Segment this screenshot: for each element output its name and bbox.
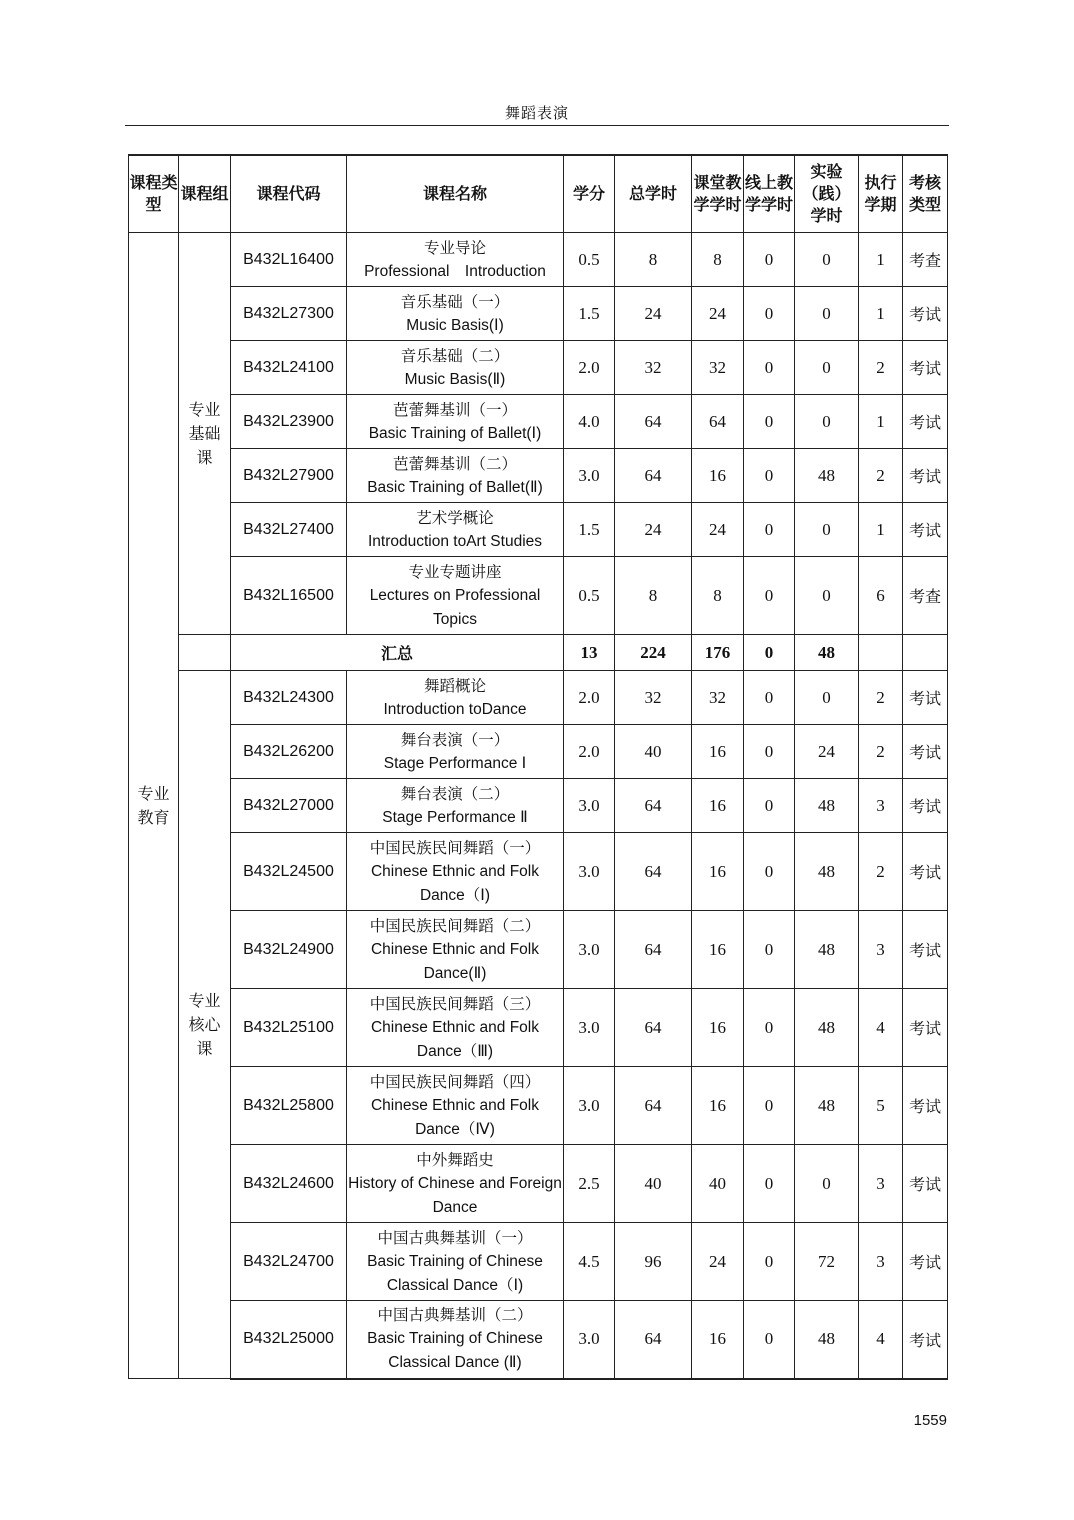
credit-cell: 3.0 (564, 833, 615, 911)
class-hours-cell: 16 (692, 911, 744, 989)
exam-type-cell: 考试 (903, 989, 948, 1067)
term-cell: 1 (859, 233, 903, 287)
course-name-cn: 中国民族民间舞蹈（三） (369, 994, 541, 1013)
course-name (347, 395, 564, 449)
term-cell: 2 (859, 833, 903, 911)
class-hours-cell: 16 (692, 1301, 744, 1379)
total-hours-cell: 64 (615, 989, 692, 1067)
course-name (347, 833, 564, 911)
practice-hours-cell: 0 (795, 233, 859, 287)
online-hours-cell: 0 (744, 233, 795, 287)
summary-label: 汇总 (231, 635, 564, 671)
total-hours-cell: 32 (615, 671, 692, 725)
total-hours-cell: 8 (615, 233, 692, 287)
total-hours-cell: 32 (615, 341, 692, 395)
online-hours-cell: 0 (744, 1223, 795, 1301)
col-header-term: 执行学期 (859, 155, 903, 233)
course-name-cn: 中国古典舞基训（二） (377, 1306, 533, 1325)
course-code: B432L16500 (231, 557, 347, 635)
class-hours-cell: 32 (692, 671, 744, 725)
table-row (129, 911, 948, 989)
term-cell: 4 (859, 989, 903, 1067)
credit-cell: 1.5 (564, 287, 615, 341)
term-cell: 4 (859, 1301, 903, 1379)
course-name-en: Stage Performance Ⅰ (383, 754, 527, 772)
course-name-cn: 音乐基础（一） (400, 292, 510, 311)
course-type-cell (129, 233, 179, 1379)
exam-type-cell: 考试 (903, 671, 948, 725)
course-name-en: Basic Training of Ballet(Ⅱ) (367, 478, 543, 496)
course-code: B432L23900 (231, 395, 347, 449)
class-hours-cell: 64 (692, 395, 744, 449)
class-hours-cell: 40 (692, 1145, 744, 1223)
course-code: B432L26200 (231, 725, 347, 779)
course-name (347, 1067, 564, 1145)
course-name-cn: 专业专题讲座 (408, 562, 502, 581)
table-row (129, 395, 948, 449)
practice-hours-cell: 48 (795, 833, 859, 911)
course-code: B432L16400 (231, 233, 347, 287)
exam-type-cell: 考试 (903, 449, 948, 503)
online-hours-cell: 0 (744, 671, 795, 725)
practice-hours-cell: 0 (795, 395, 859, 449)
class-hours-cell: 16 (692, 989, 744, 1067)
course-group-label: 专业核心课 (188, 990, 221, 1058)
table-row (129, 1145, 948, 1223)
practice-hours-cell: 0 (795, 341, 859, 395)
course-code: B432L24300 (231, 671, 347, 725)
course-code: B432L24100 (231, 341, 347, 395)
exam-type-cell: 考试 (903, 1301, 948, 1379)
class-hours-cell: 16 (692, 725, 744, 779)
course-code: B432L24600 (231, 1145, 347, 1223)
practice-hours-cell: 48 (795, 911, 859, 989)
course-name-en: Stage Performance Ⅱ (382, 808, 528, 826)
course-name (347, 449, 564, 503)
term-cell: 2 (859, 341, 903, 395)
course-name (347, 503, 564, 557)
class-hours-cell: 8 (692, 557, 744, 635)
course-name-en: Music Basis(Ⅱ) (404, 370, 506, 388)
col-header-course-type: 课程类型 (129, 155, 179, 233)
summary-practice-cell: 48 (795, 635, 859, 671)
course-name-cn: 中国民族民间舞蹈（二） (369, 916, 541, 935)
course-name-cn: 中国民族民间舞蹈（四） (369, 1072, 541, 1091)
exam-type-cell: 考查 (903, 557, 948, 635)
credit-cell: 4.0 (564, 395, 615, 449)
table-row (129, 989, 948, 1067)
course-name-en: Basic Training of Chinese Classical Dance（Ⅰ) (367, 1252, 543, 1294)
course-name (347, 1223, 564, 1301)
exam-type-cell: 考试 (903, 1223, 948, 1301)
table-row (129, 725, 948, 779)
course-name-cn: 中国古典舞基训（一） (377, 1228, 533, 1247)
credit-cell: 3.0 (564, 1067, 615, 1145)
total-hours-cell: 64 (615, 911, 692, 989)
credit-cell: 2.5 (564, 1145, 615, 1223)
col-header-class-hours: 课堂教学学时 (692, 155, 744, 233)
course-name (347, 779, 564, 833)
col-header-practice-hours: 实验（践）学时 (795, 155, 859, 233)
course-name (347, 671, 564, 725)
table-row (129, 503, 948, 557)
class-hours-cell: 16 (692, 833, 744, 911)
credit-cell: 3.0 (564, 989, 615, 1067)
col-header-course-name: 课程名称 (347, 155, 564, 233)
credit-cell: 0.5 (564, 233, 615, 287)
course-name-cn: 音乐基础（二） (400, 346, 510, 365)
term-cell: 1 (859, 287, 903, 341)
practice-hours-cell: 48 (795, 779, 859, 833)
summary-row (129, 635, 948, 671)
col-header-total-hours: 总学时 (615, 155, 692, 233)
total-hours-cell: 40 (615, 1145, 692, 1223)
course-name-en: Music Basis(Ⅰ) (406, 316, 504, 334)
credit-cell: 3.0 (564, 1301, 615, 1379)
term-cell: 3 (859, 1145, 903, 1223)
total-hours-cell: 8 (615, 557, 692, 635)
course-name-en: Professional Introduction (364, 262, 546, 280)
col-header-course-code: 课程代码 (231, 155, 347, 233)
practice-hours-cell: 48 (795, 449, 859, 503)
class-hours-cell: 16 (692, 779, 744, 833)
course-name-cn: 芭蕾舞基训（二） (392, 454, 517, 473)
exam-type-cell: 考试 (903, 1145, 948, 1223)
term-cell: 1 (859, 503, 903, 557)
term-cell: 2 (859, 671, 903, 725)
course-name (347, 1145, 564, 1223)
course-name-cn: 中国民族民间舞蹈（一） (369, 838, 541, 857)
course-name (347, 1301, 564, 1379)
course-group-cell (179, 671, 231, 1379)
course-code: B432L27300 (231, 287, 347, 341)
online-hours-cell: 0 (744, 833, 795, 911)
table-row (129, 671, 948, 725)
class-hours-cell: 24 (692, 287, 744, 341)
table-row (129, 449, 948, 503)
course-name-en: Chinese Ethnic and Folk Dance（Ⅳ) (370, 1096, 539, 1138)
table-row (129, 557, 948, 635)
course-group-label: 专业基础课 (188, 399, 221, 467)
exam-type-cell: 考试 (903, 911, 948, 989)
practice-hours-cell: 72 (795, 1223, 859, 1301)
credit-cell: 3.0 (564, 911, 615, 989)
table-row (129, 1301, 948, 1379)
online-hours-cell: 0 (744, 911, 795, 989)
summary-credit-cell: 13 (564, 635, 615, 671)
course-name-en: Basic Training of Ballet(Ⅰ) (368, 424, 542, 442)
total-hours-cell: 64 (615, 779, 692, 833)
course-name (347, 911, 564, 989)
curriculum-table (128, 154, 948, 1380)
course-code: B432L24500 (231, 833, 347, 911)
course-name-cn: 艺术学概论 (416, 508, 494, 527)
class-hours-cell: 24 (692, 1223, 744, 1301)
course-name-cn: 舞蹈概论 (423, 676, 486, 695)
course-group-cell (179, 233, 231, 635)
course-name (347, 233, 564, 287)
class-hours-cell: 8 (692, 233, 744, 287)
table-row (129, 833, 948, 911)
col-header-exam-type: 考核类型 (903, 155, 948, 233)
exam-type-cell: 考试 (903, 833, 948, 911)
total-hours-cell: 24 (615, 503, 692, 557)
total-hours-cell: 64 (615, 449, 692, 503)
table-row (129, 233, 948, 287)
exam-type-cell: 考试 (903, 725, 948, 779)
course-name-en: Chinese Ethnic and Folk Dance(Ⅱ) (370, 940, 539, 982)
table-row (129, 341, 948, 395)
course-name-en: Basic Training of Chinese Classical Dance (Ⅱ) (367, 1330, 543, 1372)
course-code: B432L25100 (231, 989, 347, 1067)
online-hours-cell: 0 (744, 779, 795, 833)
total-hours-cell: 96 (615, 1223, 692, 1301)
col-header-credit: 学分 (564, 155, 615, 233)
course-type-label: 专业教育 (137, 783, 170, 827)
term-cell: 2 (859, 725, 903, 779)
practice-hours-cell: 24 (795, 725, 859, 779)
table-row (129, 1067, 948, 1145)
exam-type-cell: 考试 (903, 341, 948, 395)
total-hours-cell: 24 (615, 287, 692, 341)
course-name-en: Chinese Ethnic and Folk Dance（Ⅰ) (370, 862, 539, 904)
class-hours-cell: 16 (692, 1067, 744, 1145)
course-code: B432L24700 (231, 1223, 347, 1301)
term-cell: 3 (859, 911, 903, 989)
course-name-en: Introduction toDance (383, 700, 527, 718)
course-name-cn: 中外舞蹈史 (416, 1150, 494, 1169)
course-code: B432L27900 (231, 449, 347, 503)
online-hours-cell: 0 (744, 557, 795, 635)
course-name (347, 557, 564, 635)
course-name-cn: 芭蕾舞基训（一） (392, 400, 517, 419)
practice-hours-cell: 48 (795, 1067, 859, 1145)
practice-hours-cell: 48 (795, 1301, 859, 1379)
practice-hours-cell: 0 (795, 671, 859, 725)
exam-type-cell: 考试 (903, 779, 948, 833)
course-name (347, 341, 564, 395)
summary-term-cell (859, 635, 903, 671)
course-code: B432L24900 (231, 911, 347, 989)
total-hours-cell: 40 (615, 725, 692, 779)
term-cell: 1 (859, 395, 903, 449)
online-hours-cell: 0 (744, 341, 795, 395)
credit-cell: 4.5 (564, 1223, 615, 1301)
header-divider (125, 125, 949, 126)
course-name-en: History of Chinese and Foreign Dance (348, 1174, 562, 1216)
online-hours-cell: 0 (744, 395, 795, 449)
course-name-cn: 专业导论 (423, 238, 486, 257)
practice-hours-cell: 0 (795, 287, 859, 341)
term-cell: 3 (859, 779, 903, 833)
exam-type-cell: 考查 (903, 233, 948, 287)
practice-hours-cell: 0 (795, 503, 859, 557)
course-name-cn: 舞台表演（一） (400, 730, 510, 749)
course-name (347, 989, 564, 1067)
course-code: B432L27400 (231, 503, 347, 557)
online-hours-cell: 0 (744, 1301, 795, 1379)
col-header-course-group: 课程组 (179, 155, 231, 233)
practice-hours-cell: 0 (795, 1145, 859, 1223)
term-cell: 2 (859, 449, 903, 503)
practice-hours-cell: 48 (795, 989, 859, 1067)
course-code: B432L27000 (231, 779, 347, 833)
page-number: 1559 (913, 1412, 947, 1429)
online-hours-cell: 0 (744, 449, 795, 503)
table-header-row (129, 155, 948, 233)
term-cell: 5 (859, 1067, 903, 1145)
credit-cell: 2.0 (564, 725, 615, 779)
exam-type-cell: 考试 (903, 395, 948, 449)
class-hours-cell: 24 (692, 503, 744, 557)
credit-cell: 3.0 (564, 449, 615, 503)
col-header-online-hours: 线上教学学时 (744, 155, 795, 233)
credit-cell: 1.5 (564, 503, 615, 557)
exam-type-cell: 考试 (903, 287, 948, 341)
course-name (347, 725, 564, 779)
course-name-cn: 舞台表演（二） (400, 784, 510, 803)
course-name (347, 287, 564, 341)
course-name-en: Lectures on Professional Topics (369, 586, 541, 628)
term-cell: 6 (859, 557, 903, 635)
total-hours-cell: 64 (615, 1067, 692, 1145)
credit-cell: 3.0 (564, 779, 615, 833)
total-hours-cell: 64 (615, 395, 692, 449)
online-hours-cell: 0 (744, 503, 795, 557)
online-hours-cell: 0 (744, 989, 795, 1067)
summary-total-cell: 224 (615, 635, 692, 671)
online-hours-cell: 0 (744, 287, 795, 341)
total-hours-cell: 64 (615, 1301, 692, 1379)
course-code: B432L25800 (231, 1067, 347, 1145)
exam-type-cell: 考试 (903, 1067, 948, 1145)
online-hours-cell: 0 (744, 1145, 795, 1223)
class-hours-cell: 16 (692, 449, 744, 503)
course-name-en: Introduction toArt Studies (367, 532, 543, 550)
total-hours-cell: 64 (615, 833, 692, 911)
online-hours-cell: 0 (744, 725, 795, 779)
practice-hours-cell: 0 (795, 557, 859, 635)
summary-online-cell: 0 (744, 635, 795, 671)
credit-cell: 0.5 (564, 557, 615, 635)
summary-class-cell: 176 (692, 635, 744, 671)
table-row (129, 779, 948, 833)
class-hours-cell: 32 (692, 341, 744, 395)
summary-group-cell (179, 635, 231, 671)
term-cell: 3 (859, 1223, 903, 1301)
online-hours-cell: 0 (744, 1067, 795, 1145)
course-code: B432L25000 (231, 1301, 347, 1379)
credit-cell: 2.0 (564, 671, 615, 725)
page-header-title: 舞蹈表演 (504, 104, 569, 122)
table-row (129, 1223, 948, 1301)
credit-cell: 2.0 (564, 341, 615, 395)
summary-exam-cell (903, 635, 948, 671)
course-name-en: Chinese Ethnic and Folk Dance（Ⅲ) (370, 1018, 539, 1060)
exam-type-cell: 考试 (903, 503, 948, 557)
table-row (129, 287, 948, 341)
